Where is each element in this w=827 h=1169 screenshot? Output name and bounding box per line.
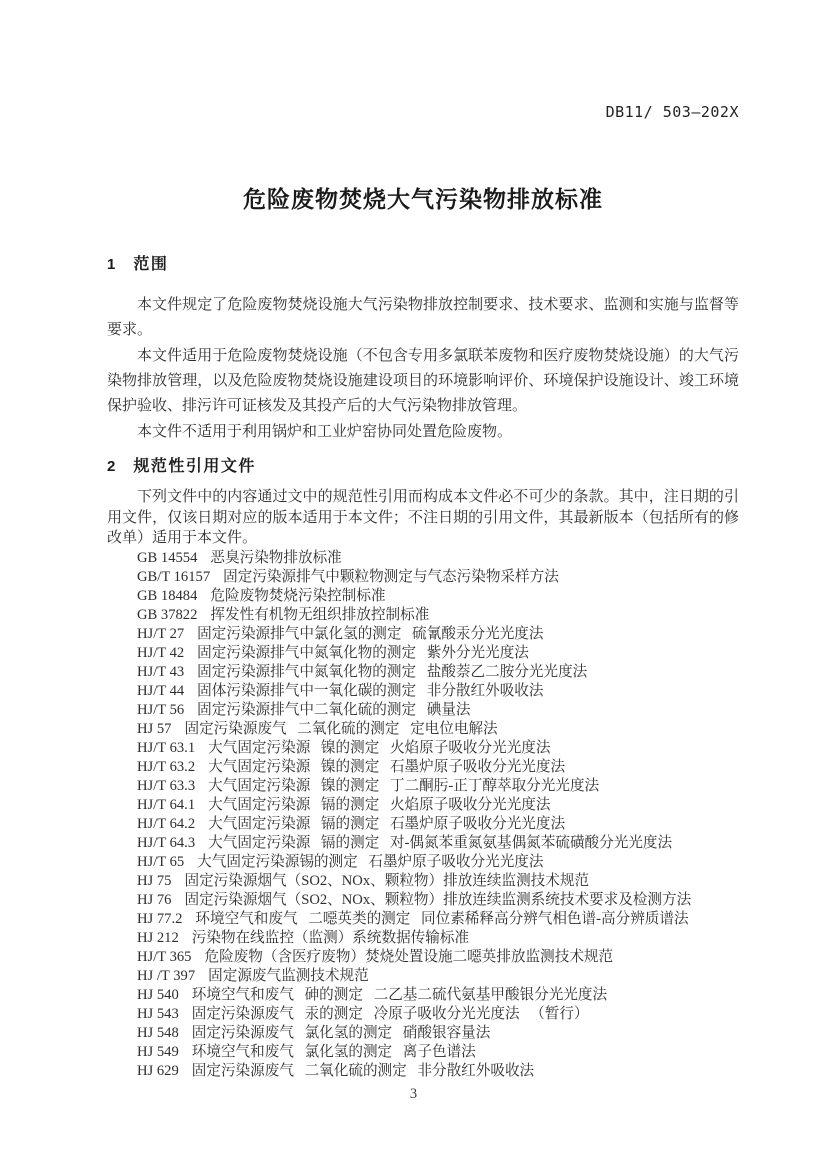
reference-item <box>137 625 739 644</box>
section-2-heading <box>107 457 739 477</box>
reference-title: 环境空气和废气 氯化氢的测定 离子色谱法 <box>191 1043 476 1060</box>
reference-title: 挥发性有机物无组织排放控制标准 <box>210 606 430 623</box>
scope-paragraph-3: 本文件不适用于利用锅炉和工业炉窑协同处置危险废物。 <box>137 424 513 440</box>
reference-title: 固定污染源排气中颗粒物测定与气态污染物采样方法 <box>223 568 559 585</box>
reference-title: 污染物在线监控（监测）系统数据传输标准 <box>191 929 470 946</box>
reference-code: GB/T 16157 <box>137 568 211 585</box>
references-intro-paragraph: 下列文件中的内容通过文中的规范性引用而构成本文件必不可少的条款。其中，注日期的引用文件，仅该日期对应的版本适用于本文件；不注日期的引用文件，其最新版本（包括所有的修改单）适用于本文件。 <box>107 489 739 546</box>
reference-code: HJ/T 27 <box>137 625 185 642</box>
reference-item <box>137 929 739 948</box>
reference-item <box>137 891 739 910</box>
reference-code: HJ/T 42 <box>137 644 185 661</box>
reference-code: HJ 549 <box>137 1043 179 1060</box>
reference-title: 大气固定污染源锡的测定 石墨炉原子吸收分光光度法 <box>197 853 544 870</box>
reference-code: HJ 57 <box>137 720 172 737</box>
reference-title: 危险废物（含医疗废物）焚烧处置设施二噁英排放监测技术规范 <box>204 948 614 965</box>
reference-title: 环境空气和废气 砷的测定 二乙基二硫代氨基甲酸银分光光度法 <box>191 986 608 1003</box>
reference-title: 固定污染源排气中氯化氢的测定 硫氰酸汞分光光度法 <box>197 625 544 642</box>
reference-title: 固定污染源废气 二氧化硫的测定 定电位电解法 <box>184 720 498 737</box>
reference-code: GB 14554 <box>137 549 198 566</box>
scope-paragraph-2: 本文件适用于危险废物焚烧设施（不包含专用多氯联苯废物和医疗废物焚烧设施）的大气污染物排放管理，以及危险废物焚烧设施建设项目的环境影响评价、环境保护设施设计、竣工环境保护验收、排污许可证核发及其投产后的大气污染物排放管理。 <box>107 348 739 414</box>
reference-item <box>137 948 739 967</box>
reference-item <box>137 1043 739 1062</box>
reference-item <box>137 872 739 891</box>
scope-paragraph-1: 本文件规定了危险废物焚烧设施大气污染物排放控制要求、技术要求、监测和实施与监督等要求。 <box>107 297 739 338</box>
reference-code: HJ 543 <box>137 1005 179 1022</box>
page-number: 3 <box>409 1086 418 1102</box>
reference-code: HJ/T 56 <box>137 701 185 718</box>
reference-code: GB 37822 <box>137 606 198 623</box>
section-1-heading <box>107 255 739 275</box>
reference-title: 固定污染源排气中二氧化硫的测定 碘量法 <box>197 701 471 718</box>
reference-title: 固体污染源排气中一氧化碳的测定 非分散红外吸收法 <box>197 682 544 699</box>
reference-item <box>137 587 739 606</box>
reference-item <box>137 549 739 568</box>
reference-item <box>137 834 739 853</box>
section-2-number: 2 <box>107 458 116 475</box>
reference-item <box>137 758 739 777</box>
reference-code: HJ/T 63.3 <box>137 777 196 794</box>
reference-code: HJ/T 64.1 <box>137 796 196 813</box>
reference-item <box>137 644 739 663</box>
doc-code: DB11/ 503—202X <box>605 103 739 121</box>
reference-item <box>137 815 739 834</box>
reference-title: 固定源废气监测技术规范 <box>208 967 369 984</box>
reference-code: HJ 77.2 <box>137 910 183 927</box>
reference-code: HJ /T 397 <box>137 967 196 984</box>
reference-code: HJ/T 365 <box>137 948 192 965</box>
reference-title: 固定污染源排气中氮氧化物的测定 紫外分光光度法 <box>197 644 529 661</box>
reference-item <box>137 986 739 1005</box>
section-1-number: 1 <box>107 256 116 273</box>
reference-code: HJ 540 <box>137 986 179 1003</box>
section-normative-references <box>107 457 739 1081</box>
section-scope <box>107 255 739 445</box>
document-title: 危险废物焚烧大气污染物排放标准 <box>243 186 603 212</box>
reference-code: HJ 629 <box>137 1062 179 1079</box>
reference-title: 固定污染源废气 二氧化硫的测定 非分散红外吸收法 <box>191 1062 535 1079</box>
reference-title: 大气固定污染源 镍的测定 石墨炉原子吸收分光光度法 <box>208 758 566 775</box>
reference-list <box>107 549 739 1081</box>
reference-title: 固定污染源排气中氮氧化物的测定 盐酸萘乙二胺分光光度法 <box>197 663 588 680</box>
reference-item <box>137 967 739 986</box>
reference-title: 大气固定污染源 镍的测定 丁二酮肟-正丁醇萃取分光光度法 <box>208 777 600 794</box>
reference-code: HJ 212 <box>137 929 179 946</box>
reference-code: HJ 76 <box>137 891 172 908</box>
reference-code: HJ/T 43 <box>137 663 185 680</box>
section-1-title: 范围 <box>133 256 169 273</box>
reference-title: 固定污染源废气 氯化氢的测定 硝酸银容量法 <box>191 1024 491 1041</box>
reference-item <box>137 1005 739 1024</box>
reference-item <box>137 720 739 739</box>
reference-code: HJ/T 63.2 <box>137 758 196 775</box>
reference-item <box>137 568 739 587</box>
reference-title: 大气固定污染源 镍的测定 火焰原子吸收分光光度法 <box>208 739 551 756</box>
reference-item <box>137 796 739 815</box>
reference-code: HJ 548 <box>137 1024 179 1041</box>
reference-title: 大气固定污染源 镉的测定 石墨炉原子吸收分光光度法 <box>208 815 566 832</box>
reference-title: 恶臭污染物排放标准 <box>210 549 342 566</box>
reference-item <box>137 701 739 720</box>
reference-title: 固定污染源烟气（SO2、NOx、颗粒物）排放连续监测技术规范 <box>184 872 590 889</box>
reference-code: GB 18484 <box>137 587 198 604</box>
reference-item <box>137 1062 739 1081</box>
reference-item <box>137 1024 739 1043</box>
reference-item <box>137 910 739 929</box>
reference-item <box>137 663 739 682</box>
reference-item <box>137 682 739 701</box>
reference-title: 固定污染源烟气（SO2、NOx、颗粒物）排放连续监测系统技术要求及检测方法 <box>184 891 692 908</box>
reference-title: 大气固定污染源 镉的测定 对-偶氮苯重氮氨基偶氮苯硫磺酸分光光度法 <box>208 834 673 851</box>
reference-title: 危险废物焚烧污染控制标准 <box>210 587 386 604</box>
reference-code: HJ/T 44 <box>137 682 185 699</box>
reference-item <box>137 777 739 796</box>
reference-item <box>137 853 739 872</box>
reference-code: HJ/T 64.2 <box>137 815 196 832</box>
reference-title: 固定污染源废气 汞的测定 冷原子吸收分光光度法 （暂行） <box>191 1005 589 1022</box>
reference-code: HJ 75 <box>137 872 172 889</box>
reference-item <box>137 606 739 625</box>
reference-title: 大气固定污染源 镉的测定 火焰原子吸收分光光度法 <box>208 796 551 813</box>
reference-code: HJ/T 64.3 <box>137 834 196 851</box>
reference-code: HJ/T 65 <box>137 853 185 870</box>
reference-code: HJ/T 63.1 <box>137 739 196 756</box>
reference-item <box>137 739 739 758</box>
section-2-title: 规范性引用文件 <box>133 458 256 475</box>
reference-title: 环境空气和废气 二噁英类的测定 同位素稀释高分辨气相色谱-高分辨质谱法 <box>195 910 689 927</box>
